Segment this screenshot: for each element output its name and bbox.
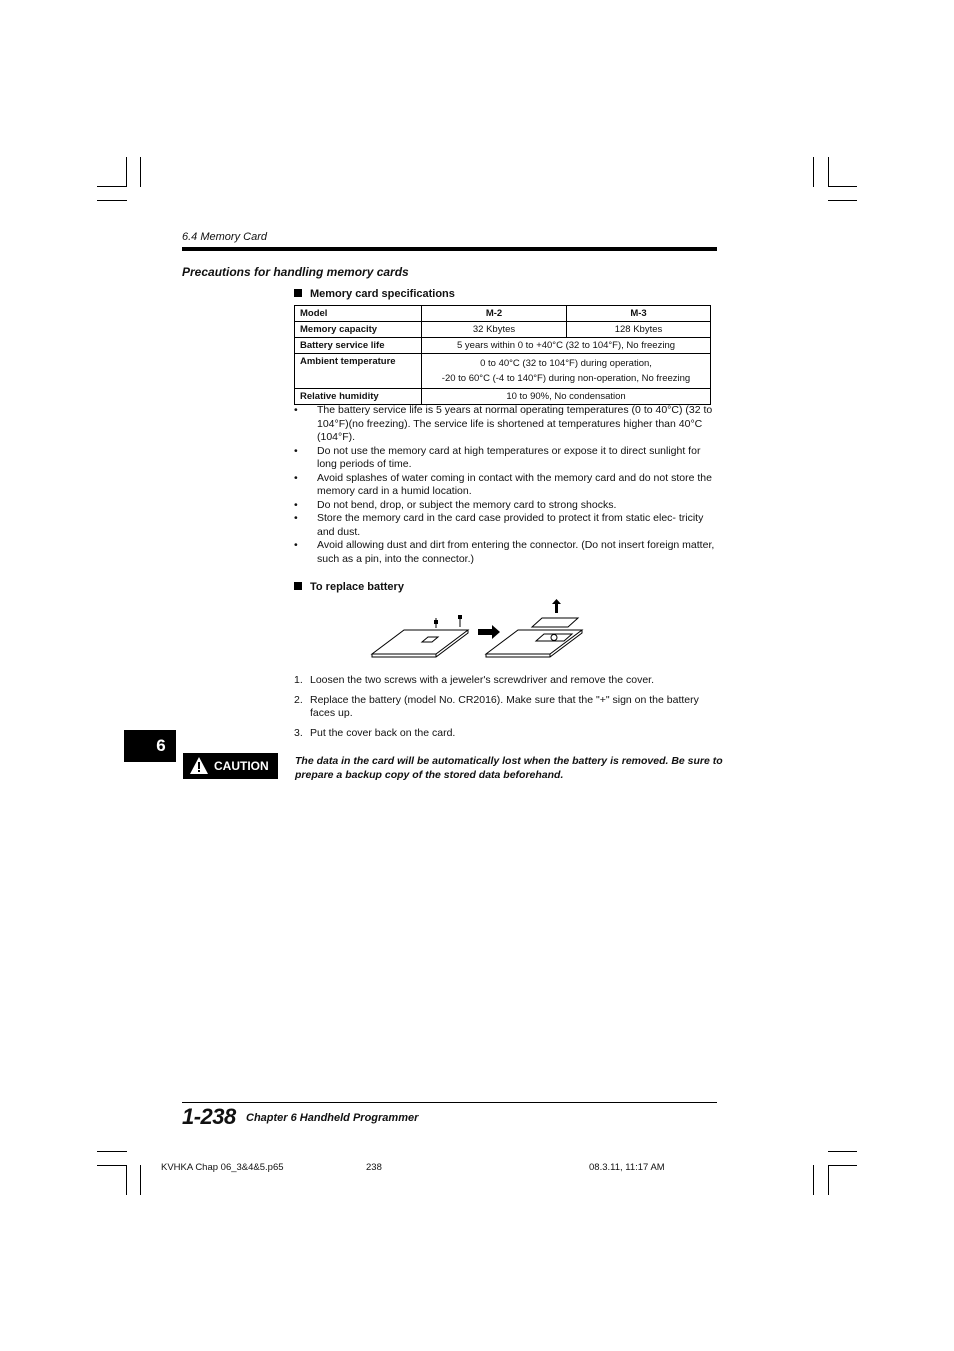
replace-steps <box>294 674 714 746</box>
table-row <box>295 354 711 389</box>
bullet-icon: • <box>294 498 298 511</box>
card-before-illustration <box>372 617 468 657</box>
list-item <box>294 499 718 513</box>
row-label: Memory capacity <box>295 322 422 338</box>
bullet-icon: • <box>294 512 298 524</box>
arrow-right-icon <box>478 625 500 639</box>
table-cell: 5 years within 0 to +40°C (32 to 104°F), No freezing <box>422 338 711 354</box>
page-heading: Precautions for handling memory cards <box>182 265 409 279</box>
list-item-text: Avoid splashes of water coming in contact with the memory card and do not store the memory card in a humid location. <box>317 471 712 497</box>
column-header-model: Model <box>295 306 422 322</box>
square-bullet-icon <box>294 582 302 590</box>
list-item <box>294 404 718 445</box>
table-cell: 128 Kbytes <box>567 322 711 338</box>
table-cell: 32 Kbytes <box>422 322 567 338</box>
list-item <box>294 472 718 499</box>
table-row <box>295 322 711 338</box>
caution-badge <box>183 753 278 779</box>
list-item <box>294 674 714 688</box>
table-row <box>295 306 711 322</box>
list-item <box>294 445 718 472</box>
table-row <box>295 338 711 354</box>
list-item-text: Do not use the memory card at high temperatures or expose it to direct sunlight for long periods of time. <box>317 444 701 470</box>
ambient-line-2: -20 to 60°C (-4 to 140°F) during non-operation, No freezing <box>441 373 691 384</box>
chapter-tab-number: 6 <box>156 736 166 755</box>
print-file-name: KVHKA Chap 06_3&4&5.p65 <box>161 1162 284 1173</box>
print-page: 238 <box>366 1162 382 1173</box>
chapter-tab <box>124 730 176 762</box>
list-item-text: Avoid allowing dust and dirt from entering the connector. (Do not insert foreign matter, such as a pin, into the connector.) <box>317 539 715 565</box>
bullet-icon: • <box>294 404 298 416</box>
footer-rule <box>182 1102 717 1103</box>
table-row <box>295 389 711 405</box>
list-item-text: The battery service life is 5 years at normal operating temperatures (0 to 40°C) (32 to 104°F)(no freezing). The service life is shortened at temperatures higher than 40°C (104°F). <box>317 404 713 443</box>
row-label: Relative humidity <box>295 389 422 405</box>
step-number: 1. <box>294 674 303 686</box>
ambient-line-1: 0 to 40°C (32 to 104°F) during operation, <box>480 358 652 369</box>
row-label: Battery service life <box>295 338 422 354</box>
header-rule <box>182 247 717 251</box>
bullet-icon: • <box>294 444 298 457</box>
list-item-text: Store the memory card in the card case provided to protect it from static elec- tricity and dust. <box>317 512 704 538</box>
list-item <box>294 727 714 741</box>
table-cell: 10 to 90%, No condensation <box>422 389 711 405</box>
step-text: Put the cover back on the card. <box>310 726 456 739</box>
screw-icon <box>434 615 462 624</box>
replace-subheading <box>294 581 404 593</box>
step-text: Loosen the two screws with a jeweler's screwdriver and remove the cover. <box>310 674 654 686</box>
list-item <box>294 512 718 539</box>
spec-title: Memory card specifications <box>310 288 455 300</box>
square-bullet-icon <box>294 289 302 297</box>
battery-replacement-illustration <box>368 598 588 662</box>
step-number: 3. <box>294 726 303 739</box>
step-number: 2. <box>294 693 303 706</box>
section-title: 6.4 Memory Card <box>182 231 267 243</box>
list-item-text: Do not bend, drop, or subject the memory card to strong shocks. <box>317 498 617 511</box>
spec-subheading <box>294 288 455 300</box>
caution-text: The data in the card will be automatically lost when the battery is removed. Be sure to prepare a backup copy of the stored data beforehand. <box>295 755 723 781</box>
column-header-m2: M-2 <box>422 306 567 322</box>
spec-table <box>294 305 711 405</box>
table-cell <box>422 354 711 389</box>
bullet-icon: • <box>294 471 298 484</box>
card-after-illustration <box>486 618 582 657</box>
precautions-list <box>294 404 718 566</box>
caution-label: CAUTION <box>214 759 269 773</box>
row-label: Ambient temperature <box>295 354 422 389</box>
step-text: Replace the battery (model No. CR2016). Make sure that the "+" sign on the battery faces up. <box>310 693 699 719</box>
page-number: 1-238 <box>182 1104 236 1129</box>
print-timestamp: 08.3.11, 11:17 AM <box>589 1162 665 1173</box>
list-item <box>294 539 718 566</box>
column-header-m3: M-3 <box>567 306 711 322</box>
replace-title: To replace battery <box>310 581 404 593</box>
arrow-up-icon <box>552 599 561 613</box>
warning-triangle-icon <box>189 756 209 775</box>
bullet-icon: • <box>294 539 298 551</box>
footer-chapter: Chapter 6 Handheld Programmer <box>246 1112 419 1124</box>
list-item <box>294 694 714 721</box>
